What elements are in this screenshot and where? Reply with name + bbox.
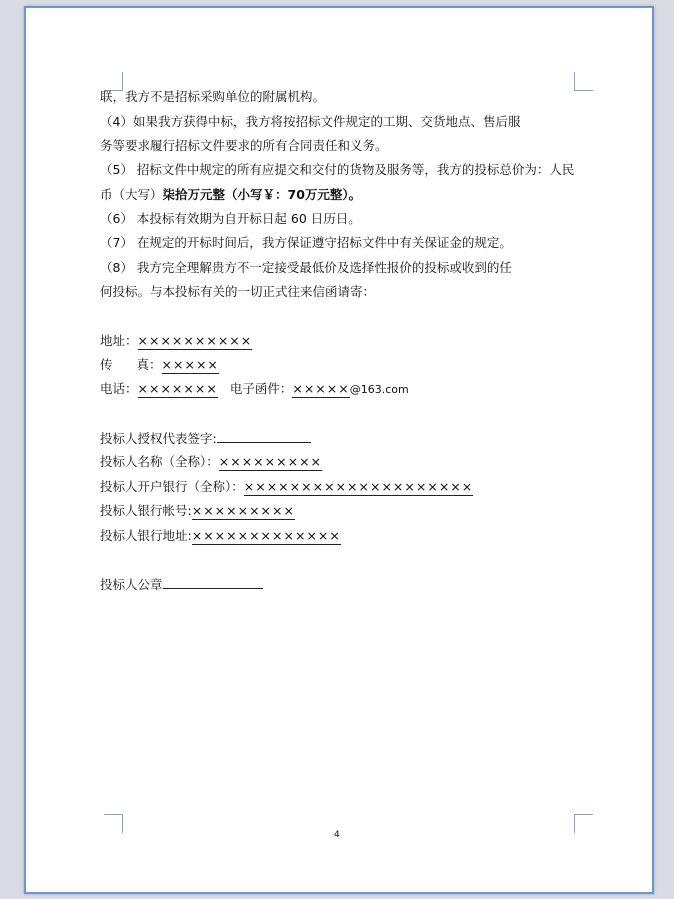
bidder-account-label: 投标人银行帐号: [100,503,192,518]
address-row [100,333,252,349]
body-line-4: （5） 招标文件中规定的所有应提交和交付的货物及服务等，我方的投标总价为：人民 [100,162,575,177]
document-page [24,6,654,894]
phone-value: ××××××× [137,381,218,396]
bidder-name-label: 投标人名称（全称）： [100,454,219,469]
bidder-seal-row [100,576,263,593]
bidder-bank-address-value: ××××××××××××× [191,528,341,543]
rep-sign-row [100,430,311,447]
body-line-2: （4）如果我方获得中标，我方将按招标文件规定的工期、交货地点、售后服 [100,114,521,129]
bidder-seal-label: 投标人公章 [100,577,163,592]
margin-corner-bottom-right [574,814,593,833]
email-label: 电子函件： [229,381,293,396]
bidder-bank-value: ×××××××××××××××××××× [243,479,474,494]
body-line-8: （8） 我方完全理解贵方不一定接受最低价及选择性报价的投标或收到的任 [100,260,512,275]
body-line-3: 务等要求履行招标文件要求的所有合同责任和义务。 [100,138,388,153]
rep-sign-blank [217,430,311,443]
price-amount: 柒拾万元整（小写￥：70万元整）。 [162,187,362,202]
body-line-9: 何投标。与本投标有关的一切正式往来信函请寄： [100,284,376,299]
email-value: ××××× [292,381,350,396]
bidder-seal-blank [163,576,263,589]
fax-label-2: 真： [136,357,162,372]
bidder-bank-address-row [100,528,341,544]
page-number: 4 [334,830,340,840]
bidder-bank-row [100,479,473,495]
bidder-name-row [100,454,322,470]
body-line-6: （6） 本投标有效期为自开标日起 60 日历日。 [100,211,361,226]
price-prefix: 币（大写） [100,187,163,202]
margin-corner-bottom-left [104,814,123,833]
email-suffix: @163.com [349,383,409,396]
fax-value: ××××× [161,357,219,372]
bidder-bank-label: 投标人开户银行（全称）： [100,479,244,494]
rep-sign-label: 投标人授权代表签字: [100,431,217,446]
bidder-name-value: ××××××××× [218,454,323,469]
body-line-7: （7） 在规定的开标时间后，我方保证遵守招标文件中有关保证金的规定。 [100,235,512,250]
address-value: ×××××××××× [137,333,253,348]
body-line-1: 联，我方不是招标采购单位的附属机构。 [100,89,326,104]
fax-label-1: 传 [100,357,113,372]
bidder-account-row [100,503,295,519]
phone-label: 电话： [100,381,138,396]
bidder-bank-address-label: 投标人银行地址: [100,528,192,543]
fax-row [100,357,219,373]
address-label: 地址： [100,333,138,348]
bidder-account-value: ××××××××× [191,503,295,518]
margin-corner-top-right [574,72,593,91]
body-line-5 [100,187,361,203]
phone-email-row [100,381,409,398]
